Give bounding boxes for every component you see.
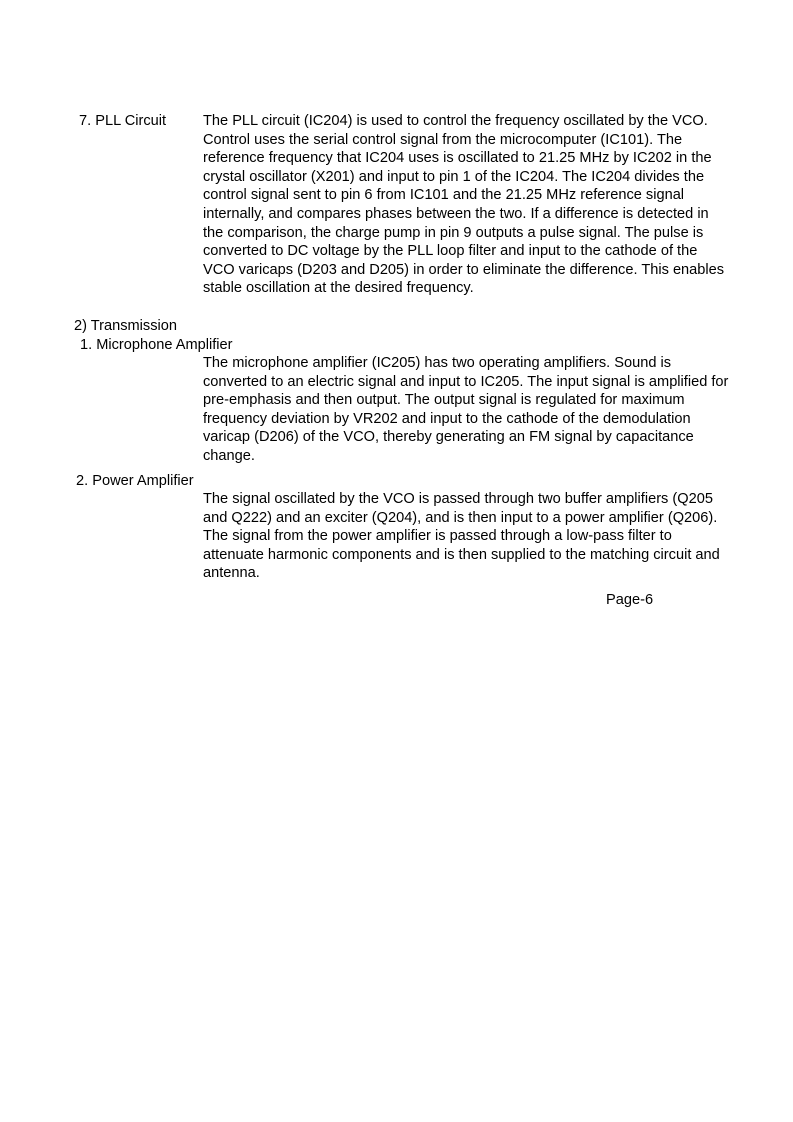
section-body-power-amplifier: The signal oscillated by the VCO is passed through two buffer amplifiers (Q205 and Q222) and an exciter (Q204), and is then input to a power amplifier (Q206). The signal from the power amplifier is passed through a low-pass filter to attenuate harmonic components and is then supplied to the matching circuit and antenna.	[203, 491, 720, 582]
heading-power-amplifier: 2. Power Amplifier	[76, 473, 194, 489]
heading-microphone-amplifier: 1. Microphone Amplifier	[80, 337, 233, 353]
page-number-footer: Page-6	[606, 592, 654, 608]
section-label-pll-circuit: 7. PLL Circuit	[79, 113, 167, 129]
section-body-microphone-amplifier: The microphone amplifier (IC205) has two operating amplifiers. Sound is converted to an electric signal and input to IC205. The input signal is amplified for pre-emphasis and then output. The output signal is regulated for maximum frequency deviation by VR202 and input to the cathode of the demodulation varicap (D206) of the VCO, thereby generating an FM signal by capacitance change.	[203, 355, 729, 464]
heading-transmission: 2) Transmission	[74, 318, 177, 334]
section-body-pll-circuit: The PLL circuit (IC204) is used to control the frequency oscillated by the VCO. Control uses the serial control signal from the microcomputer (IC101). The reference frequency that IC204 uses is oscillated to 21.25 MHz by IC202 in the crystal oscillator (X201) and input to pin 1 of the IC204. The IC204 divides the control signal sent to pin 6 from IC101 and the 21.25 MHz reference signal internally, and compares phases between the two. If a difference is detected in the comparison, the charge pump in pin 9 outputs a pulse signal. The pulse is converted to DC voltage by the PLL loop filter and input to the cathode of the VCO varicaps (D203 and D205) in order to eliminate the difference. This enables stable oscillation at the desired frequency.	[203, 113, 725, 297]
